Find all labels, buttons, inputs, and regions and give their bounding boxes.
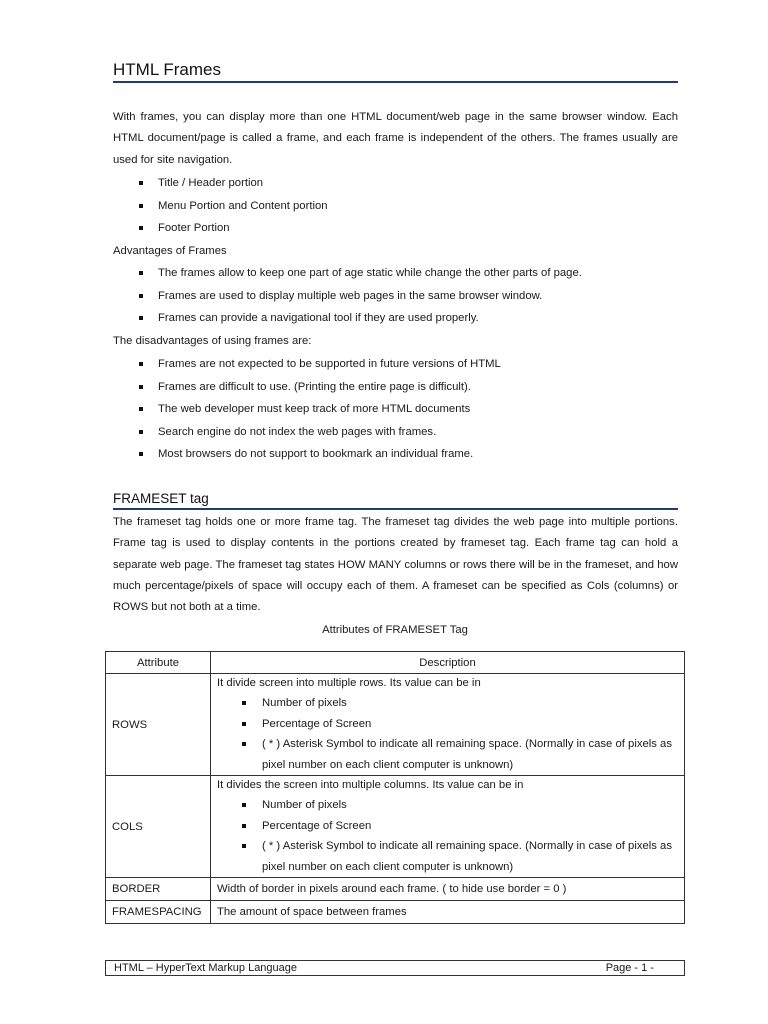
list-item: Search engine do not index the web pages with frames. [113, 421, 678, 444]
term-frameset-tag: frameset tag [460, 537, 527, 550]
attribute-description-border: Width of border in pixels around each frame. ( to hide use border = 0 ) [211, 878, 685, 901]
list-item: Frames are not expected to be supported in future versions of HTML [113, 353, 678, 376]
text-run: . The frameset tag divides the web page into multiple portions. [354, 516, 678, 528]
list-item: Title / Header portion [113, 172, 678, 195]
value-options-list [217, 795, 678, 877]
frameset-heading: FRAMESET tag [113, 490, 678, 510]
description-lead: It divides the screen into multiple columns. Its value can be in [217, 779, 524, 791]
table-header-row [106, 652, 685, 674]
term-frame-tag: frame tag [305, 516, 355, 528]
list-item: Percentage of Screen [217, 714, 678, 735]
attribute-name-framespacing: FRAMESPACING [106, 901, 211, 924]
advantages-list [113, 262, 678, 330]
value-options-list [217, 693, 678, 775]
column-header-attribute: Attribute [106, 652, 211, 674]
portions-list [113, 172, 678, 240]
list-item: ( * ) Asterisk Symbol to indicate all remaining space. (Normally in case of pixels as pixel number on each client computer is unknown) [217, 836, 678, 877]
table-row [106, 674, 685, 776]
column-header-description: Description [211, 652, 685, 674]
frameset-paragraph [113, 512, 678, 618]
attribute-name-rows: ROWS [106, 674, 211, 776]
list-item: Frames can provide a navigational tool if they are used properly. [113, 307, 678, 330]
footer-title: HTML – HyperText Markup Language [114, 962, 298, 974]
advantages-heading: Advantages of Frames [113, 245, 227, 257]
page-title: HTML Frames [113, 60, 678, 83]
term-frame-tag: Frame tag [113, 537, 167, 550]
list-item: Menu Portion and Content portion [113, 195, 678, 218]
disadvantages-heading: The disadvantages of using frames are: [113, 335, 312, 347]
text-run: . Each frame tag can hold a separate web page. The frameset tag states HOW MANY columns or rows there will be in the frameset, and how much percentage/pixels of space will occupy each of them. A frameset can be specified as Cols (columns) or ROWS but not both at a time. [113, 537, 678, 614]
attribute-name-cols: COLS [106, 776, 211, 878]
list-item: Number of pixels [217, 795, 678, 816]
list-item: Frames are difficult to use. (Printing the entire page is difficult). [113, 376, 678, 399]
page-footer [105, 960, 685, 976]
attribute-description-cols [211, 776, 685, 878]
table-row [106, 901, 685, 924]
list-item: ( * ) Asterisk Symbol to indicate all remaining space. (Normally in case of pixels as pixel number on each client computer is unknown) [217, 734, 678, 775]
list-item: Percentage of Screen [217, 816, 678, 837]
text-run: The [113, 516, 137, 528]
intro-paragraph: With frames, you can display more than one HTML document/web page in the same browser window. Each HTML document/page is called a frame, and each frame is independent of the others. The frames usually are used for site navigation. [113, 111, 678, 166]
list-item: The web developer must keep track of more HTML documents [113, 398, 678, 421]
page-number: Page - 1 - [605, 962, 654, 974]
list-item: Frames are used to display multiple web pages in the same browser window. [113, 285, 678, 308]
table-row [106, 776, 685, 878]
list-item: Footer Portion [113, 217, 678, 240]
attribute-description-rows [211, 674, 685, 776]
table-caption: Attributes of FRAMESET Tag [322, 624, 468, 636]
attribute-name-border: BORDER [106, 878, 211, 901]
disadvantages-list [113, 353, 678, 466]
attribute-description-framespacing: The amount of space between frames [211, 901, 685, 924]
list-item: Number of pixels [217, 693, 678, 714]
term-frameset-tag: frameset tag [136, 516, 202, 528]
description-lead: It divide screen into multiple rows. Its value can be in [217, 677, 481, 689]
text-run: holds one or more [201, 516, 306, 528]
table-row [106, 878, 685, 901]
list-item: Most browsers do not support to bookmark an individual frame. [113, 443, 678, 466]
text-run: is used to display contents in the portions created by [166, 537, 461, 550]
attributes-table [105, 651, 685, 924]
list-item: The frames allow to keep one part of age static while change the other parts of page. [113, 262, 678, 285]
